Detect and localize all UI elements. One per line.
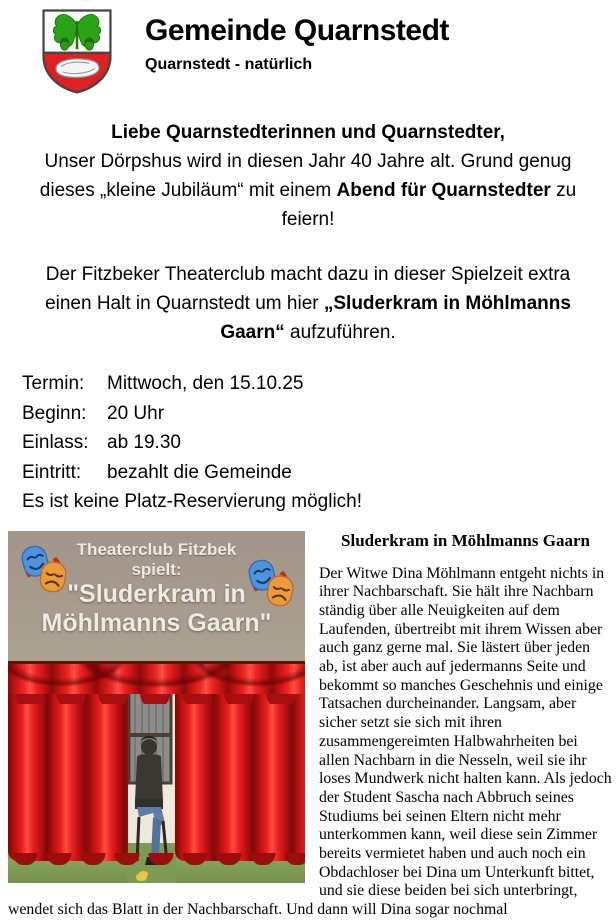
detail-label: Termin: bbox=[22, 373, 85, 394]
page-header bbox=[0, 0, 616, 104]
salutation: Liebe Quarnstedterinnen und Quarnstedter, bbox=[111, 122, 505, 143]
event-details bbox=[22, 369, 616, 517]
detail-value: Mittwoch, den 15.10.25 bbox=[107, 373, 304, 394]
municipality-title: Gemeinde Quarnstedt bbox=[145, 14, 449, 47]
detail-value: ab 19.30 bbox=[107, 432, 181, 453]
announcement-text: Der Fitzbeker Theaterclub macht dazu in dieser Spielzeit extra einen Halt in Quarnstedt um hier bbox=[45, 264, 571, 314]
synopsis-title: Sluderkram in Möhlmanns Gaarn bbox=[341, 530, 590, 550]
announcement-text-end: aufzuführen. bbox=[284, 322, 396, 343]
intro-bold-text: Abend für Quarnstedter bbox=[336, 180, 551, 201]
detail-label: Einlass: bbox=[22, 432, 89, 453]
detail-value: bezahlt die Gemeinde bbox=[107, 461, 292, 483]
theater-poster-image bbox=[8, 531, 305, 883]
poster-header bbox=[8, 531, 305, 661]
rubber-duck bbox=[136, 873, 147, 881]
play-section bbox=[0, 531, 616, 920]
detail-label: Eintritt: bbox=[22, 461, 82, 483]
theater-masks-icon bbox=[18, 543, 70, 595]
stage-curtain-graphic bbox=[8, 661, 305, 883]
detail-row-beginn bbox=[22, 399, 616, 429]
intro-text: Unser Dörpshus wird in diesen Jahr 40 Jahre alt. Grund genug dieses „kleine Jubiläum“ mit einem bbox=[39, 151, 572, 201]
reservation-note: Es ist keine Platz-Reservierung möglich! bbox=[22, 491, 363, 512]
intro-text-end: zu feiern! bbox=[281, 180, 577, 230]
poster-spielt-label: spielt: bbox=[131, 559, 182, 579]
detail-row-einlass bbox=[22, 428, 616, 458]
curtain-bottom-edge bbox=[8, 853, 305, 865]
detail-row-eintritt bbox=[22, 458, 616, 488]
theater-masks-icon bbox=[245, 557, 297, 609]
poster-club-name: Theaterclub Fitzbek bbox=[76, 539, 237, 559]
poster-play-title-line2: Möhlmanns Gaarn" bbox=[41, 608, 272, 637]
poster-play-title-line1: "Sluderkram in bbox=[67, 579, 246, 608]
municipality-slogan: Quarnstedt - natürlich bbox=[145, 56, 313, 73]
intro-paragraph bbox=[18, 118, 598, 234]
detail-row-termin bbox=[22, 369, 616, 399]
announcement-paragraph bbox=[30, 260, 586, 347]
coat-of-arms-icon bbox=[33, 7, 121, 95]
play-title-bold: „Sluderkram in Möhlmanns Gaarn“ bbox=[220, 293, 571, 343]
detail-label: Beginn: bbox=[22, 402, 87, 424]
synopsis-text: Der Witwe Dina Möhlmann entgeht nichts in ihrer Nachbarschaft. Sie hält ihre Nachbarn ständig über alle Neuigkeiten auf dem Laufenden, übertreibt mit ihrem Wissen aber auch ganz gerne mal. Sie lästert über jeden ab, ist aber auch auf jedermanns Seite und bekommt so manches Geschehnis und einige Tatsachen durcheinander. Langsam, aber sicher setzt sie sich mit ihren zusammengereimten Halbwahrheiten bei allen Nachbarn in die Nesseln, weil sie ihr loses Mundwerk nicht halten kann. Als jedoch der Student Sascha nach Abbruch seines Studiums bei seinen Eltern nicht mehr unterkommen kann, weil diese sein Zimmer bereits vermietet haben und auch noch ein Obdachloser bei Dina um Unterkunft bittet, und sie diese beiden bei sich unterbringt, wendet sich das Blatt in der Nachbarschaft. Und dann will Dina sogar nochmal bbox=[8, 564, 612, 919]
detail-value: 20 Uhr bbox=[107, 402, 165, 424]
curtain-valance bbox=[8, 661, 305, 694]
